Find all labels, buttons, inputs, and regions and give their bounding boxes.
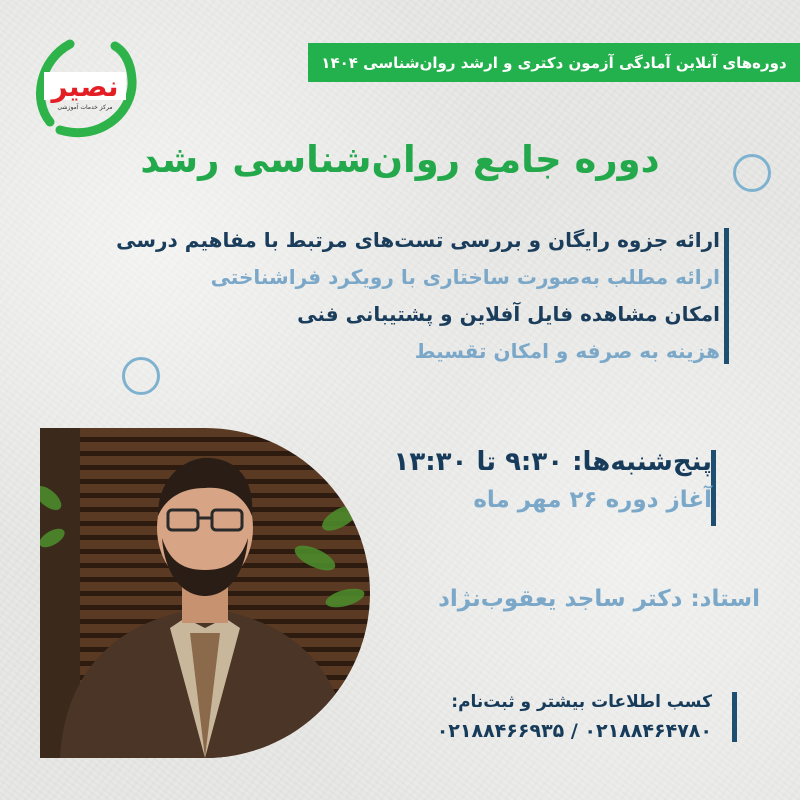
top-banner	[308, 43, 800, 82]
schedule-start: آغاز دوره ۲۶ مهر ماه	[473, 487, 712, 513]
contact-info	[437, 688, 712, 746]
feature-item: امکان مشاهده فایل آفلاین و پشتیبانی فنی	[297, 302, 720, 326]
contact-label: کسب اطلاعات بیشتر و ثبت‌نام:	[451, 692, 712, 712]
contact-phones: ۰۲۱۸۸۴۶۶۹۳۵ / ۰۲۱۸۸۴۶۴۷۸۰	[436, 720, 712, 742]
course-title: دوره جامع روان‌شناسی رشد	[140, 138, 660, 181]
features-list	[80, 222, 720, 370]
teacher-name: استاد: دکتر ساجد یعقوب‌نژاد	[438, 586, 760, 612]
feature-item: هزینه به صرفه و امکان تقسیط	[414, 339, 720, 363]
instructor-photo	[40, 428, 370, 758]
nasir-logo	[30, 30, 140, 140]
logo-tagline-text: مرکز خدمات آموزشی	[57, 104, 113, 111]
schedule	[394, 442, 712, 518]
contact-bar	[732, 692, 737, 742]
logo-brand-text: نصیر	[51, 70, 119, 103]
banner-text: دوره‌های آنلاین آمادگی آزمون دکتری و ارشد روان‌شناسی ۱۴۰۴	[321, 53, 787, 72]
feature-item: ارائه جزوه رایگان و بررسی تست‌های مرتبط با مفاهیم درسی	[116, 228, 720, 252]
decor-ring-right	[733, 154, 771, 192]
schedule-day-time: پنج‌شنبه‌ها: ۹:۳۰ تا ۱۳:۳۰	[393, 447, 712, 477]
feature-item: ارائه مطلب به‌صورت ساختاری با رویکرد فراشناختی	[210, 265, 720, 289]
features-bar	[724, 228, 729, 364]
